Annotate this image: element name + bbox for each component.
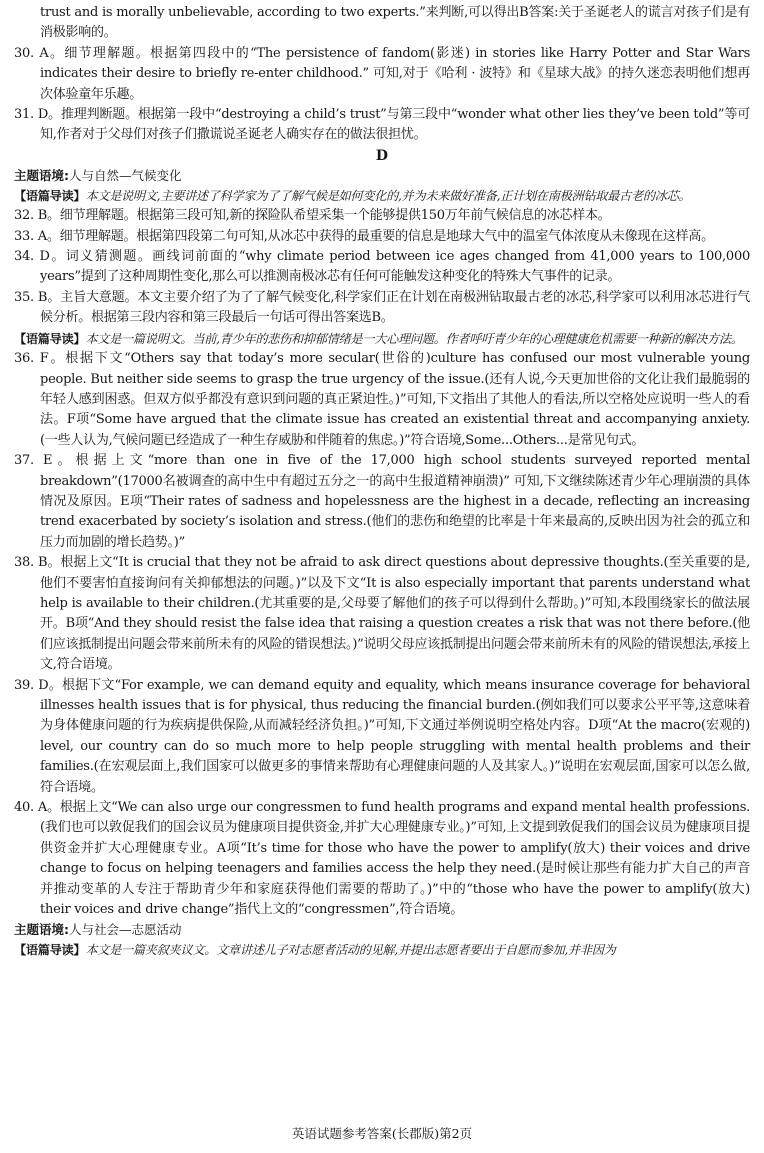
answer-item: 39. D。根据下文“For example, we can demand equity and equality, which means insurance coverage for behavioral illnesses health issues that is for physical, thus reducing the financial burden.(例如我们可以要求公平平等,这意味着为身体健康问题的行为疾病提供保险,从而减轻经济负担。)”可知,下文通过举例说明空格处内容。D项“At the macro(宏观的) level, our country can do so much more to help people struggling with mental health problems and their families.(在宏观层面上,我们国家可以做更多的事情来帮助有心理健康问题的人及其家人。)”说明在宏观层面,国家可以怎么做,符合语境。 bbox=[14, 677, 750, 795]
theme-context-value: 人与社会—志愿活动 bbox=[69, 922, 182, 938]
answer-item: 33. A。细节理解题。根据第四段第二句可知,从冰芯中获得的最重要的信息是地球大气中的温室气体浓度从未像现在这样高。 bbox=[14, 228, 714, 244]
answer-item: 36. F。根据下文“Others say that today’s more secular(世俗的)culture has confused our most vulnerable young people. But neither side seems to grasp the true urgency of the issue.(还有人说,今天更加世俗的文化让我们最脆弱的年轻人感到困惑。但双方似乎都没有意识到问题的真正紧迫性。)”可知,下文指出了其他人的看法,所以空格处应说明一些人的看法。F项“Some have argued that the climate issue has created an existential threat and accompanying anxiety.(一些人认为,气候问题已经造成了一种生存威胁和伴随着的焦虑。)”符合语境,Some...Others...是常见句式。 bbox=[14, 351, 750, 448]
answer-item: 37. E。根据上文“more than one in five of the 17,000 high school students surveyed reported mental breakdown”(17000名被调查的高中生中有超过五分之一的高中生报道精神崩溃)” 可知,下文继续陈述青少年心理崩溃的具体情况及原因。E项“Their rates of sadness and hopelessness are the highest in a decade, reflecting an increasing trend exacerbated by society’s isolation and stress.(他们的悲伤和绝望的比率是十年来最高的,反映出因为社会的孤立和压力而加剧的增长趋势。)” bbox=[14, 453, 750, 550]
theme-context-label: 主题语境: bbox=[14, 167, 69, 183]
section-letter: D bbox=[375, 147, 389, 164]
theme-context-value: 人与自然—气候变化 bbox=[69, 167, 182, 183]
theme-context-label: 主题语境: bbox=[14, 922, 69, 938]
page-footer: 英语试题参考答案(长郡版)第2页 bbox=[291, 1126, 473, 1141]
passage-guide-label: 【语篇导读】 bbox=[14, 331, 86, 346]
answer-item: 40. A。根据上文“We can also urge our congressmen to fund health programs and expand mental health professions.(我们也可以敦促我们的国会议员为健康项目提供资金,并扩大心理健康专业。)”可知,上文提到敦促我们的国会议员为健康项目提供资金并扩大心理健康专业。A项“It’s time for those who have the power to amplify(放大) their voices and drive change to focus on helping teenagers and families access the help they need.(是时候让那些有能力扩大自己的声音并推动变革的人专注于帮助青少年和家庭获得他们需要的帮助了。)”中的“those who have the power to amplify(放大) their voices and drive change”指代上文的“congressmen”,符合语境。 bbox=[14, 800, 750, 918]
passage-guide-text: 本文是一篇说明文。当前,青少年的悲伤和抑郁情绪是一大心理问题。作者呼吁青少年的心理健康危机需要一种新的解决方法。 bbox=[85, 331, 743, 346]
passage-guide bbox=[14, 940, 750, 960]
answer-item: 35. B。主旨大意题。本文主要介绍了为了了解气候变化,科学家们正在计划在南极洲钻取最古老的冰芯,科学家可以利用冰芯进行气候分析。根据第三段内容和第三段最后一句话可得出答案选B。 bbox=[14, 289, 750, 326]
answer-item: 30. A。细节理解题。根据第四段中的“The persistence of fandom(影迷) in stories like Harry Potter and Star Wars indicates their desire to briefly re-enter childhood.” 可知,对于《哈利 · 波特》和《星球大战》的持久迷恋表明他们想再次体验童年乐趣。 bbox=[14, 45, 750, 102]
answer-item: 32. B。细节理解题。根据第三段可知,新的探险队希望采集一个能够提供150万年前气候信息的冰芯样本。 bbox=[14, 208, 611, 224]
answer-item: 38. B。根据上文“It is crucial that they not be afraid to ask direct questions about depressive thoughts.(至关重要的是,他们不要害怕直接询问有关抑郁想法的问题。)”以及下文“It is also especially important that parents understand what help is available to their children.(尤其重要的是,父母要了解他们的孩子可以得到什么帮助。)”可知,本段围绕家长的做法展开。B项“And they should resist the false idea that raising a question creates a risk that was not there before.(他们应该抵制提出问题会带来前所未有的风险的错误想法。)”说明父母应该抵制提出问题会带来前所未有的风险的错误想法,承接上文,符合语境。 bbox=[14, 555, 750, 673]
answer-content bbox=[14, 3, 750, 961]
answer-item: 31. D。推理判断题。根据第一段中“destroying a child’s trust”与第三段中“wonder what other lies they’ve been told”等可知,作者对于父母们对孩子们撒谎说圣诞老人确实存在的做法很担忧。 bbox=[14, 107, 750, 143]
passage-guide bbox=[14, 329, 750, 349]
passage-guide-text: 本文是一篇夹叙夹议文。文章讲述儿子对志愿者活动的见解,并提出志愿者要出于自愿而参加,并非因为 bbox=[85, 943, 616, 958]
passage-guide-label: 【语篇导读】 bbox=[14, 943, 86, 958]
theme-context-heading bbox=[14, 920, 750, 940]
answer-continuation: trust and is morally unbelievable, according to two experts.”来判断,可以得出B答案:关于圣诞老人的谎言对孩子们是有消极影响的。 bbox=[40, 5, 750, 41]
passage-guide-text: 本文是说明文,主要讲述了科学家为了了解气候是如何变化的,并为未来做好准备,正计划在南极洲钻取最古老的冰芯。 bbox=[85, 188, 691, 203]
passage-guide-label: 【语篇导读】 bbox=[14, 188, 86, 203]
passage-guide bbox=[14, 186, 750, 206]
theme-context-heading bbox=[14, 166, 750, 186]
answer-item: 34. D。词义猜测题。画线词前面的“why climate period between ice ages changed from 41,000 years to 100,000 years”提到了这种周期性变化,那么可以推测南极冰芯有任何可能触发这种变化的特殊大气事件的记录。 bbox=[14, 249, 750, 285]
